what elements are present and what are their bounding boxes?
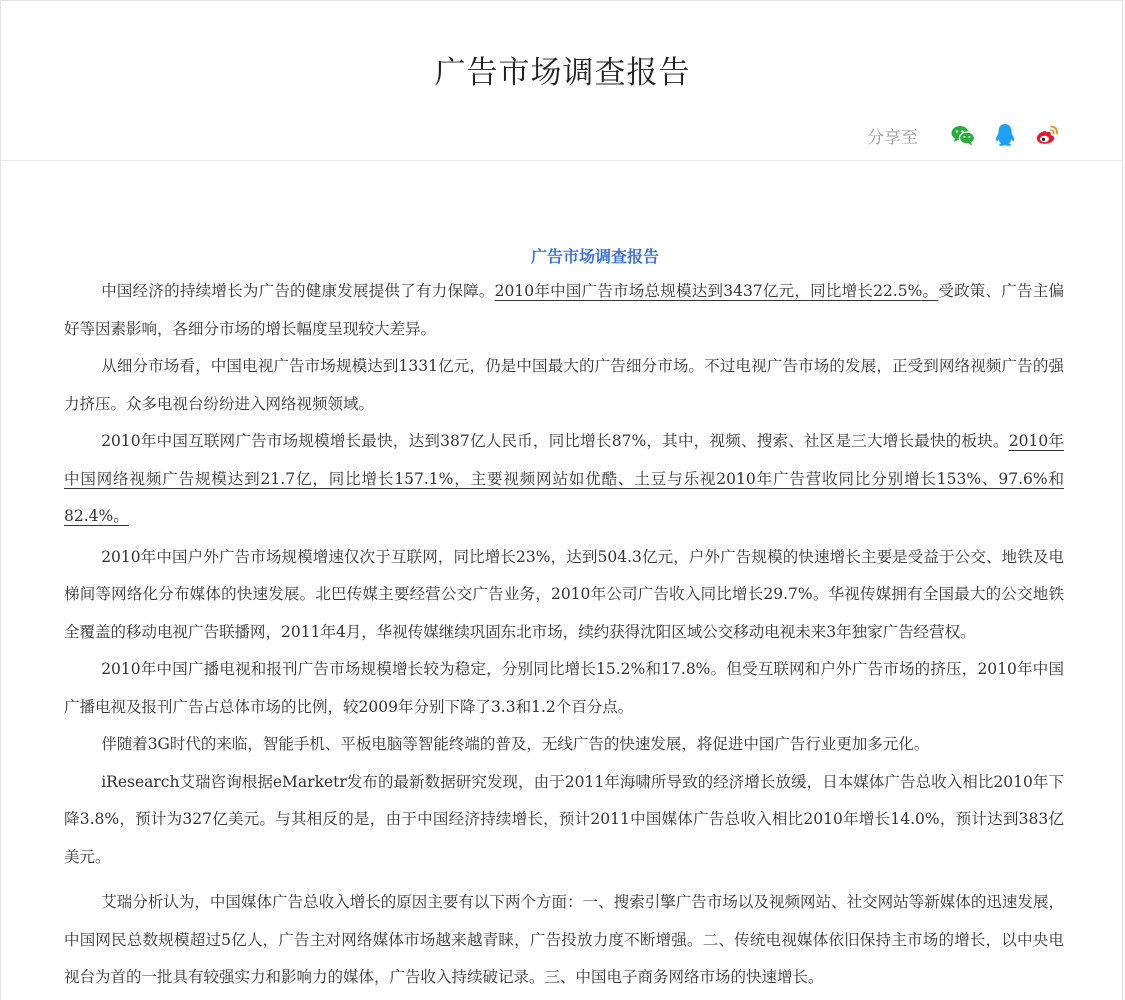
share-bar <box>867 119 1060 151</box>
paragraph-7: iResearch艾瑞咨询根据eMarketr发布的最新数据研究发现，由于2011年海啸所导致的经济增长放缓，日本媒体广告总收入相比2010年下降3.8%，预计为327亿美元。与其相反的是，由于中国经济持续增长，预计2011中国媒体广告总收入相比2010年增长14.0%，预计达到383亿美元。 <box>64 772 1064 866</box>
paragraph-1-text: 中国经济的持续增长为广告的健康发展提供了有力保障。 <box>101 282 495 300</box>
paragraph-5: 2010年中国广播电视和报刊广告市场规模增长较为稳定，分别同比增长15.2%和17.8%。但受互联网和户外广告市场的挤压，2010年中国广播电视及报刊广告占总体市场的比例，较2009年分别下降了3.3和1.2个百分点。 <box>64 660 1064 716</box>
paragraph-1-tail: 受政策、广告主偏好等因素影响，各细分市场的增长幅度呈现较大差异。 <box>64 282 1064 338</box>
paragraph-6: 伴随着3G时代的来临，智能手机、平板电脑等智能终端的普及，无线广告的快速发展，将促进中国广告行业更加多元化。 <box>101 735 930 753</box>
article-heading: 广告市场调查报告 <box>530 247 659 266</box>
paragraph-3 <box>64 423 1064 536</box>
share-label: 分享至 <box>867 127 918 148</box>
header-divider <box>1 160 1123 161</box>
weibo-icon[interactable] <box>1034 122 1060 148</box>
paragraph-3-text: 2010年中国互联网广告市场规模增长最快，达到387亿人民币，同比增长87%，其中，视频、搜索、社区是三大增长最快的板块。 <box>101 432 1009 450</box>
article-body <box>64 241 1064 997</box>
paragraph-2: 从细分市场看，中国电视广告市场规模达到1331亿元，仍是中国最大的广告细分市场。不过电视广告市场的发展，正受到网络视频广告的强力挤压。众多电视台纷纷进入网络视频领域。 <box>64 357 1064 413</box>
paragraph-1 <box>64 273 1064 348</box>
paragraph-1-underlined: 2010年中国广告市场总规模达到3437亿元，同比增长22.5%。 <box>494 282 939 300</box>
qq-icon[interactable] <box>992 122 1018 148</box>
paragraph-8: 艾瑞分析认为，中国媒体广告总收入增长的原因主要有以下两个方面：一、搜索引擎广告市场以及视频网站、社交网站等新媒体的迅速发展，中国网民总数规模超过5亿人，广告主对网络媒体市场越来越青睐，广告投放力度不断增强。二、传统电视媒体依旧保持主市场的增长，以中央电视台为首的一批具有较强实力和影响力的媒体，广告收入持续破记录。三、中国电子商务网络市场的快速增长。 <box>64 893 1064 986</box>
page-title: 广告市场调查报告 <box>434 55 691 91</box>
paragraph-4: 2010年中国户外广告市场规模增速仅次于互联网，同比增长23%，达到504.3亿元，户外广告规模的快速增长主要是受益于公交、地铁及电梯间等网络化分布媒体的快速发展。北巴传媒主要经营公交广告业务，2010年公司广告收入同比增长29.7%。华视传媒拥有全国最大的公交地铁全覆盖的移动电视广告联播网，2011年4月，华视传媒继续巩固东北市场，续约获得沈阳区域公交移动电视未来3年独家广告经营权。 <box>64 547 1064 641</box>
wechat-icon[interactable] <box>950 122 976 148</box>
paragraph-3-underlined: 2010年中国网络视频广告规模达到21.7亿，同比增长157.1%，主要视频网站如优酷、土豆与乐视2010年广告营收同比分别增长153%、97.6%和82.4%。 <box>64 432 1064 525</box>
